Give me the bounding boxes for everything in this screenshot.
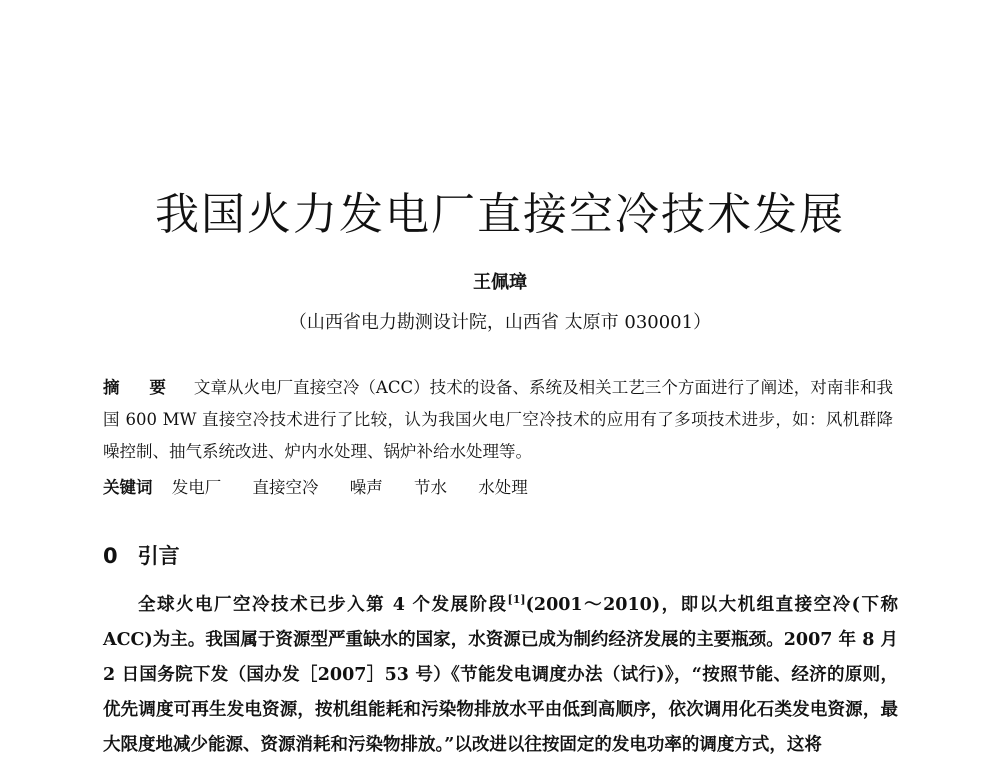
- abstract-text: 文章从火电厂直接空冷（ACC）技术的设备、系统及相关工艺三个方面进行了阐述，对南非和我国 600 MW 直接空冷技术进行了比较，认为我国火电厂空冷技术的应用有了多项技术进步，如：风机群降噪控制、抽气系统改进、炉内水处理、锅炉补给水处理等。: [103, 378, 893, 461]
- section-heading: [103, 540, 180, 570]
- citation-link[interactable]: [1]: [507, 593, 526, 607]
- keyword: 噪声: [349, 478, 383, 497]
- keyword: 水处理: [478, 478, 528, 497]
- paper-title: 我国火力发电厂直接空冷技术发展: [155, 189, 845, 240]
- abstract: [103, 372, 893, 468]
- intro-text-part1: 全球火电厂空冷技术已步入第 4 个发展阶段: [138, 595, 508, 615]
- intro-text-part2: (2001～2010)，即以大机组直接空冷(下称 ACC)为主。我国属于资源型严重缺水的国家，水资源已成为制约经济发展的主要瓶颈。2007 年 8 月 2 日国务院下发（国办发［2007］53 号）《节能发电调度办法（试行)》，“按照节能、经济的原则，优先调度可再生发电资源，按机组能耗和污染物排放水平由低到高顺序，依次调用化石类发电资源，最大限度地减少能源、资源消耗和污染物排放。”以改进以往按固定的发电功率的调度方式，这将: [103, 595, 898, 755]
- keywords: [103, 474, 893, 498]
- keyword: 发电厂: [171, 478, 222, 497]
- author-name: 王佩璋: [473, 272, 527, 293]
- section-title: 引言: [137, 544, 180, 568]
- intro-paragraph: [103, 588, 898, 763]
- keyword: 节水: [414, 478, 447, 497]
- section-number: 0: [103, 544, 118, 568]
- keywords-label: 关键词: [103, 478, 153, 497]
- abstract-label: 摘 要: [103, 378, 178, 397]
- author-affiliation: （山西省电力勘测设计院，山西省 太原市 030001）: [288, 312, 712, 333]
- keyword: 直接空冷: [252, 478, 319, 497]
